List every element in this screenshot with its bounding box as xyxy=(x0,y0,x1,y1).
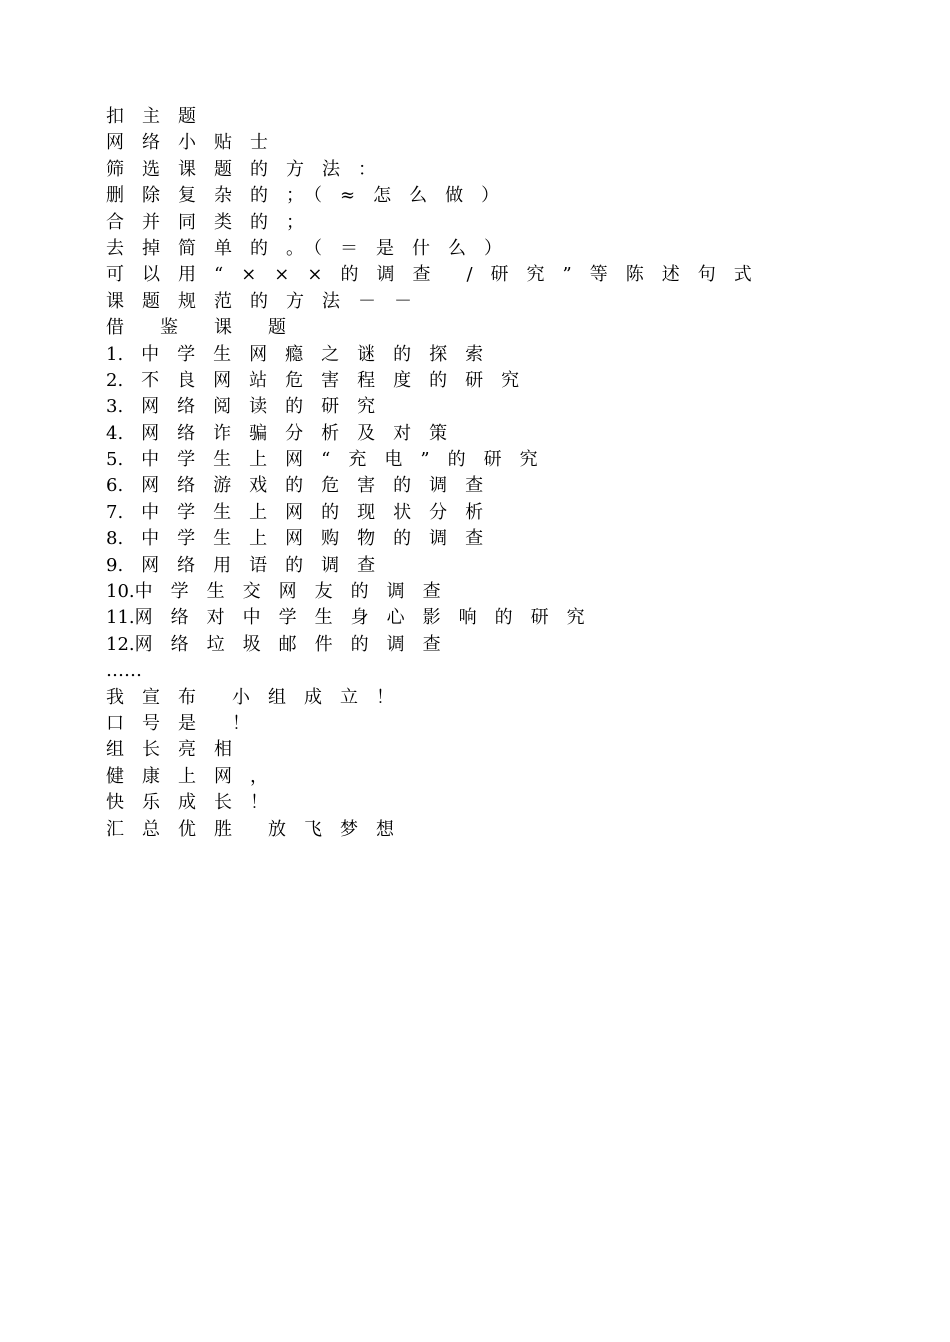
text-line: 可 以 用 “ × × × 的 调 查 / 研 究 ” 等 陈 述 句 式 xyxy=(106,264,752,286)
list-item: 1. 中 学 生 网 瘾 之 谜 的 探 索 xyxy=(106,343,484,365)
list-item: 6. 网 络 游 戏 的 危 害 的 调 查 xyxy=(106,475,484,497)
text-line: 健 康 上 网 ， xyxy=(106,765,268,787)
list-item: 11.网 络 对 中 学 生 身 心 影 响 的 研 究 xyxy=(106,607,585,629)
list-item: 5. 中 学 生 上 网 “ 充 电 ” 的 研 究 xyxy=(106,449,538,471)
text-line: 合 并 同 类 的 ； xyxy=(106,211,304,233)
list-item: 8. 中 学 生 上 网 购 物 的 调 查 xyxy=(106,528,484,550)
list-item: 9. 网 络 用 语 的 调 查 xyxy=(106,554,376,576)
list-item: 3. 网 络 阅 读 的 研 究 xyxy=(106,396,376,418)
text-line: 去 掉 简 单 的 。 （ ＝ 是 什 么 ） xyxy=(106,237,502,259)
text-line: 组 长 亮 相 xyxy=(106,739,232,761)
document-body xyxy=(106,104,906,843)
list-item: 7. 中 学 生 上 网 的 现 状 分 析 xyxy=(106,501,484,523)
text-line: 我 宣 布 小 组 成 立 ！ xyxy=(106,686,394,708)
text-line: 口 号 是 ！ xyxy=(106,712,250,734)
list-item: 2. 不 良 网 站 危 害 程 度 的 研 究 xyxy=(106,369,520,391)
heading-topic: 扣 主 题 xyxy=(106,106,196,127)
text-line: 筛 选 课 题 的 方 法 ： xyxy=(106,158,376,180)
text-line: 课 题 规 范 的 方 法 － － xyxy=(106,290,412,312)
list-item: 10.中 学 生 交 网 友 的 调 查 xyxy=(106,581,441,603)
list-item: 4. 网 络 诈 骗 分 析 及 对 策 xyxy=(106,422,448,444)
heading-web-tips: 网 络 小 贴 士 xyxy=(106,132,268,154)
ellipsis: …… xyxy=(106,660,142,682)
list-item: 12.网 络 垃 圾 邮 件 的 调 查 xyxy=(106,633,441,655)
heading-reference-topics: 借 鉴 课 题 xyxy=(106,317,286,339)
text-line: 删 除 复 杂 的 ； （ ≈ 怎 么 做 ） xyxy=(106,185,500,207)
text-line: 快 乐 成 长 ！ xyxy=(106,792,268,814)
text-line: 汇 总 优 胜 放 飞 梦 想 xyxy=(106,818,394,840)
